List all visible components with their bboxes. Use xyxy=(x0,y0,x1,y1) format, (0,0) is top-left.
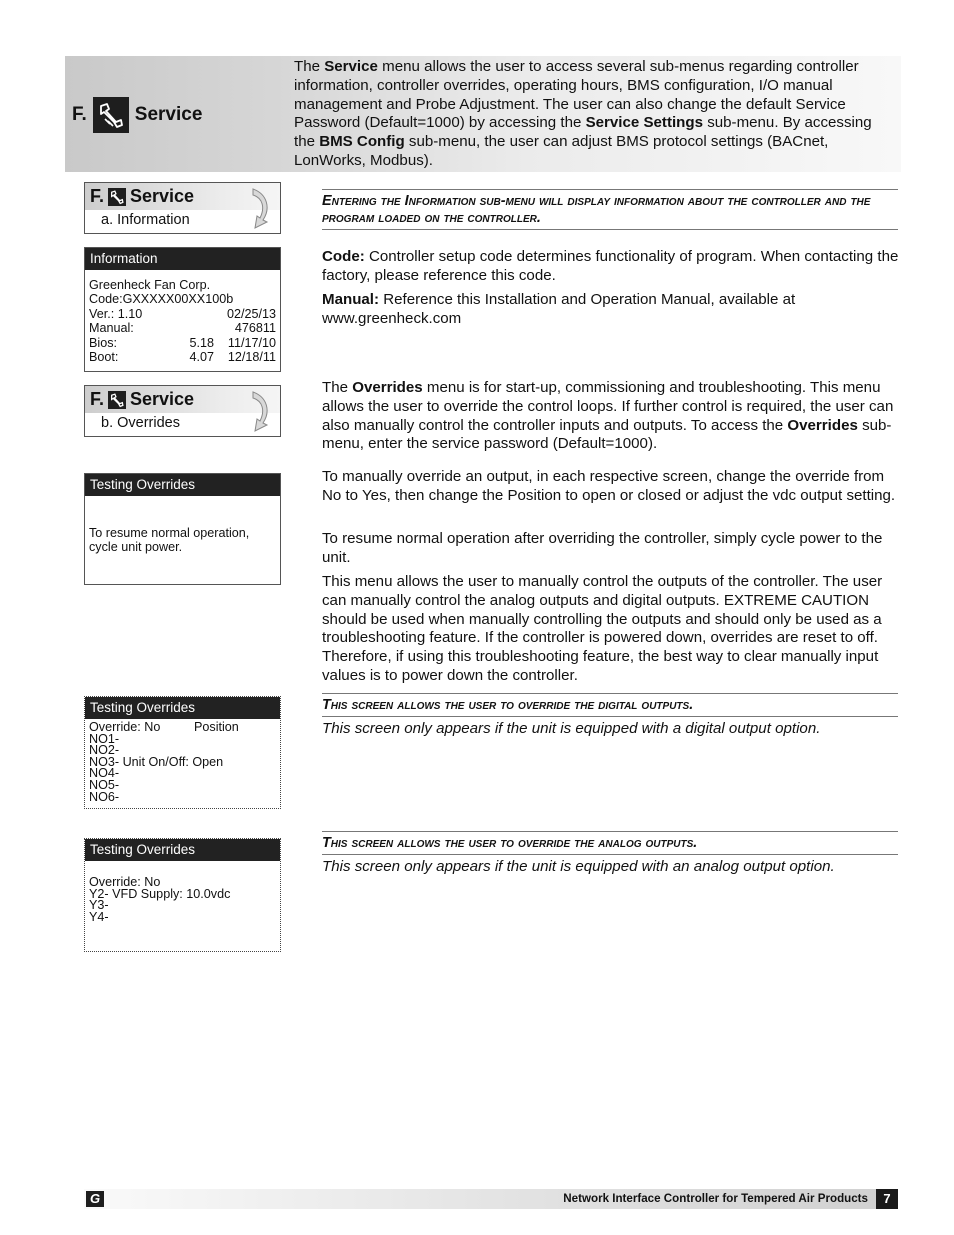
text-run: The xyxy=(294,58,325,75)
lcd-header: Testing Overrides xyxy=(85,474,280,496)
menu-letter: F. xyxy=(90,186,105,206)
lcd-header: Information xyxy=(85,248,280,270)
menu-service-information xyxy=(84,182,281,234)
digital-heading: This screen allows the user to override the digital outputs. xyxy=(322,693,898,717)
code-label: Code: xyxy=(322,248,365,265)
bold-term: BMS Config xyxy=(319,133,405,151)
lcd-overrides-screen xyxy=(84,473,281,585)
lcd-line: Y4- xyxy=(89,909,109,924)
menu-subitem: a. Information xyxy=(101,212,190,228)
lcd-row: Boot: 4.07 12/18/11 xyxy=(89,350,276,365)
menu-service-overrides xyxy=(84,385,281,437)
lcd-information-screen xyxy=(84,247,281,372)
lcd-row: Manual: 476811 xyxy=(89,321,276,336)
text-run: menu is for start-up, commissioning and troubleshooting. This menu allows the user to override the control loops. If further control is required, the user can also manually control the controller inputs and outputs. To access the xyxy=(322,379,894,434)
lcd-line: Code:GXXXXX00XX100b xyxy=(89,292,234,307)
analog-heading: This screen allows the user to override the analog outputs. xyxy=(322,831,898,855)
overrides-paragraph-3: To resume normal operation after overriding the controller, simply cycle power to the unit. xyxy=(322,530,883,566)
information-heading: Entering the Information sub-menu will display information about the controller and the program loaded on the controller. xyxy=(322,189,898,230)
curved-arrow-icon xyxy=(249,389,275,433)
manual-paragraph xyxy=(322,291,900,329)
page-number: 7 xyxy=(876,1189,898,1209)
lcd-line: NO6- xyxy=(89,789,120,804)
code-paragraph xyxy=(322,248,900,286)
code-text: Controller setup code determines functionality of program. When contacting the factory, please reference this code. xyxy=(322,248,899,284)
bold-term: Overrides xyxy=(787,416,858,434)
lcd-line: NO1- xyxy=(89,731,120,746)
footer-title: Network Interface Controller for Tempered Air Products xyxy=(563,1192,868,1205)
lcd-line: Y2- VFD Supply: 10.0vdc xyxy=(89,886,231,901)
menu-title: Service xyxy=(130,389,195,409)
text-run: sub-menu. By accessing the xyxy=(294,114,872,151)
greenheck-logo-icon: G xyxy=(86,1191,104,1207)
text-run: sub-menu, enter the service password (Default=1000). xyxy=(322,416,892,453)
wrench-hand-icon xyxy=(93,97,129,133)
overrides-paragraph-2: To manually override an output, in each respective screen, change the override from No to Yes, then change the Position to open or closed or adjust the vdc output setting. xyxy=(322,468,896,504)
position-label: Position xyxy=(194,720,239,734)
section-title xyxy=(72,96,202,134)
digital-note: This screen only appears if the unit is equipped with a digital output option. xyxy=(322,720,821,737)
lcd-line: NO4- xyxy=(89,766,120,781)
lcd-header: Testing Overrides xyxy=(85,839,280,861)
text-run: menu allows the user to access several sub-menus regarding controller information, controller overrides, operating hours, BMS configuration, I/O manual management and Probe Adjustment. The user can also change the default Service Password (Default=1000) by accessing the xyxy=(294,58,859,132)
menu-title: Service xyxy=(130,186,195,206)
bold-term: Service xyxy=(324,58,378,75)
menu-subitem: b. Overrides xyxy=(101,415,180,431)
lcd-row: Ver.: 1.10 02/25/13 xyxy=(89,306,276,321)
lcd-line: cycle unit power. xyxy=(89,540,183,555)
bold-term: Overrides xyxy=(352,379,423,396)
lcd-digital-overrides-screen xyxy=(84,696,281,809)
override-status: Override: No xyxy=(89,720,161,734)
lcd-line: NO3- Unit On/Off: Open xyxy=(89,754,224,769)
manual-text: Reference this Installation and Operation Manual, available at www.greenheck.com xyxy=(322,291,796,327)
section-letter: F. xyxy=(72,104,87,125)
lcd-row: Bios: 5.18 11/17/10 xyxy=(89,335,276,350)
lcd-header: Testing Overrides xyxy=(85,697,280,719)
lcd-line: To resume normal operation, xyxy=(89,526,250,540)
menu-letter: F. xyxy=(90,389,105,409)
manual-label: Manual: xyxy=(322,291,380,308)
bold-term: Service Settings xyxy=(585,114,704,132)
wrench-hand-icon xyxy=(108,188,126,206)
wrench-hand-icon xyxy=(108,391,126,409)
analog-note: This screen only appears if the unit is equipped with an analog output option. xyxy=(322,858,835,875)
curved-arrow-icon xyxy=(249,186,275,230)
lcd-analog-overrides-screen xyxy=(84,838,281,952)
intro-paragraph xyxy=(294,58,894,171)
text-run: sub-menu, the user can adjust BMS protocol settings (BACnet, LonWorks, Modbus). xyxy=(294,133,829,169)
lcd-line: Greenheck Fan Corp. xyxy=(89,278,211,292)
text-run: The xyxy=(322,379,353,396)
lcd-line: Override: No xyxy=(89,875,161,889)
overrides-paragraph-1 xyxy=(322,379,900,454)
lcd-line: Y3- xyxy=(89,898,109,913)
lcd-line: NO2- xyxy=(89,743,120,758)
section-name: Service xyxy=(134,104,203,125)
lcd-line: NO5- xyxy=(89,777,120,792)
overrides-paragraph-4: This menu allows the user to manually control the outputs of the controller. The user can manually control the analog outputs and digital outputs. EXTREME CAUTION should be used when manually controlling the outputs and should only be used as a troubleshooting feature. If the controller is powered down, overrides are reset to off. Therefore, if using this troubleshooting feature, the best way to clear manually input values is to power down the controller. xyxy=(322,573,883,684)
